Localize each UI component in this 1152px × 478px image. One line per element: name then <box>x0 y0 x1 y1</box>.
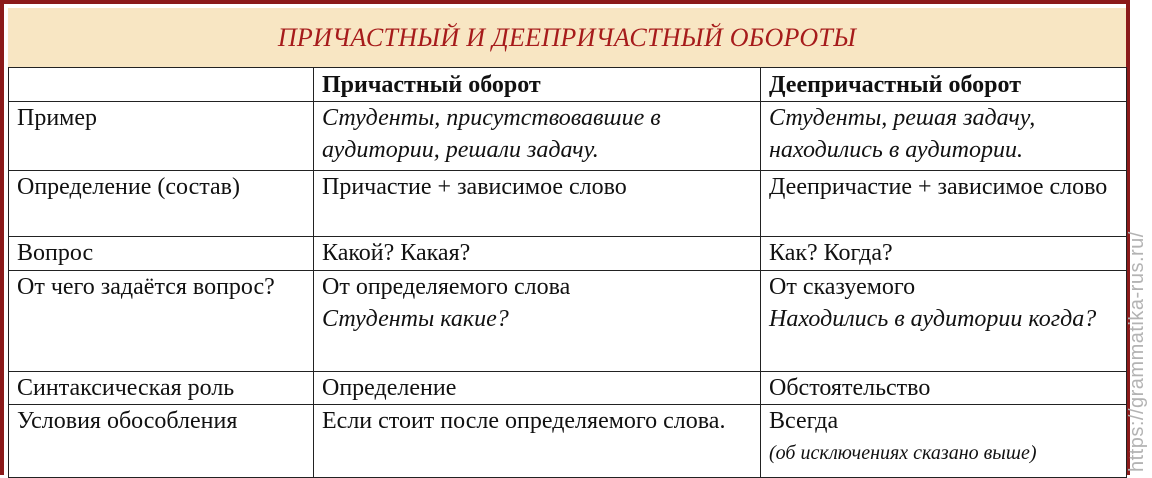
cell-example: Студенты какие? <box>322 306 509 332</box>
cell-text: Всегда <box>769 408 839 434</box>
table-row <box>9 271 1127 372</box>
watermark-url: https://grammatika-rus.ru/ <box>1126 231 1148 472</box>
cell-value: Определение <box>314 372 761 405</box>
cell-value <box>314 271 761 372</box>
cell-value: Причастие + зависимое слово <box>314 171 761 237</box>
header-empty <box>9 68 314 102</box>
row-label: От чего задаётся вопрос? <box>9 271 314 372</box>
header-participial: Причастный оборот <box>314 68 761 102</box>
cell-value <box>761 271 1127 372</box>
table-row <box>9 237 1127 271</box>
table-header-row <box>9 68 1127 102</box>
cell-value: Деепричастие + зависимое слово <box>761 171 1127 237</box>
title-banner <box>8 8 1126 67</box>
cell-value <box>761 405 1127 478</box>
cell-note: (об исключениях сказано выше) <box>769 442 1037 464</box>
table-row <box>9 372 1127 405</box>
row-label: Пример <box>9 102 314 171</box>
cell-text: От определяемого слова <box>322 274 571 300</box>
header-adverbial: Деепричастный оборот <box>761 68 1127 102</box>
example-participial: Студенты, присутствовавшие в аудитории, решали задачу. <box>314 102 761 171</box>
cell-value: Если стоит после определяемого слова. <box>314 405 761 478</box>
row-label: Вопрос <box>9 237 314 271</box>
table-row <box>9 102 1127 171</box>
cell-value: Как? Когда? <box>761 237 1127 271</box>
row-label: Определение (состав) <box>9 171 314 237</box>
example-adverbial: Студенты, решая задачу, находились в аудитории. <box>761 102 1127 171</box>
table-row <box>9 171 1127 237</box>
row-label: Условия обособления <box>9 405 314 478</box>
page-title: ПРИЧАСТНЫЙ И ДЕЕПРИЧАСТНЫЙ ОБОРОТЫ <box>277 22 857 52</box>
cell-value: Какой? Какая? <box>314 237 761 271</box>
cell-value: Обстоятельство <box>761 372 1127 405</box>
cell-text: От сказуемого <box>769 274 916 300</box>
cell-example: Находились в аудитории когда? <box>769 306 1097 332</box>
comparison-table <box>8 67 1127 478</box>
table-row <box>9 405 1127 478</box>
row-label: Синтаксическая роль <box>9 372 314 405</box>
